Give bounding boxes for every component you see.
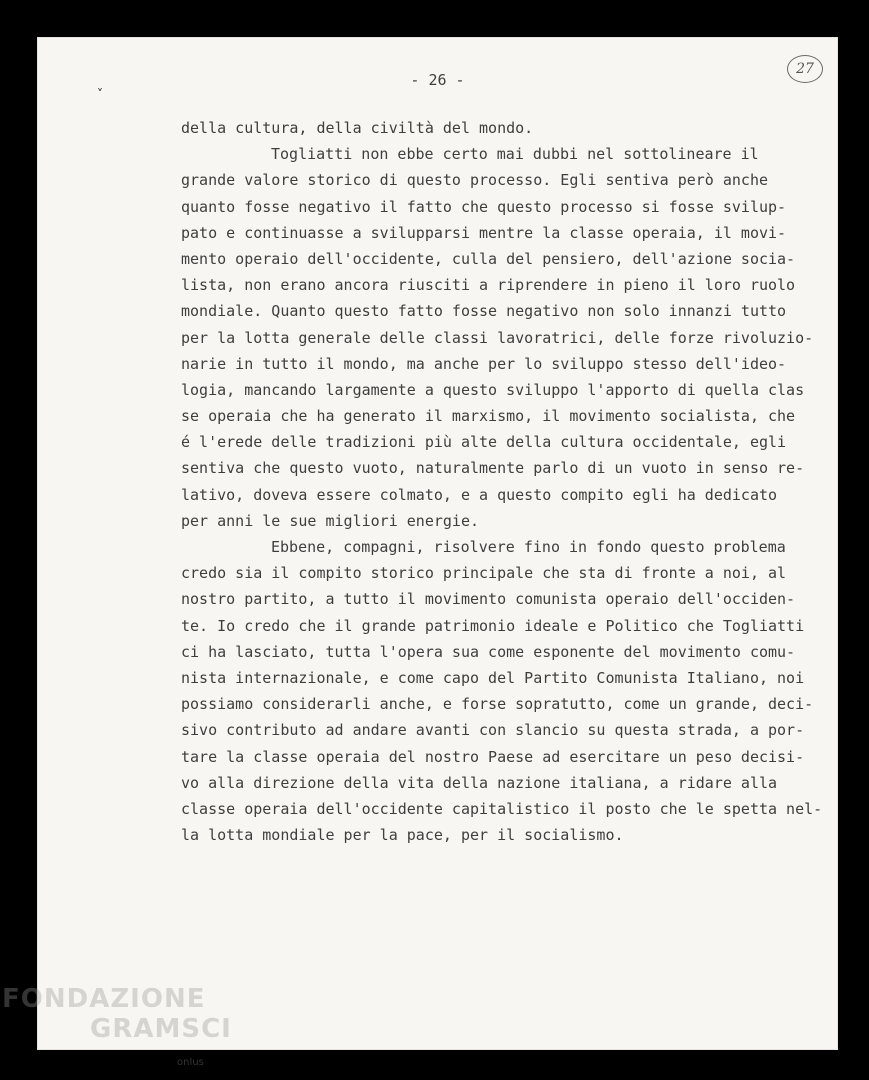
text-line: nostro partito, a tutto il movimento comunista operaio dell'occiden- [181, 590, 796, 609]
watermark-line-3: onlus [177, 1057, 204, 1068]
document-page [37, 37, 838, 1050]
text-line: te. Io credo che il grande patrimonio ideale e Politico che Togliatti [181, 616, 805, 635]
text-line: possiamo considerarli anche, e forse sopratutto, come un grande, deci- [181, 695, 814, 714]
text-line: lativo, doveva essere colmato, e a questo compito egli ha dedicato [181, 485, 778, 504]
text-line: pato e continuasse a svilupparsi mentre la classe operaia, il movi- [181, 223, 787, 242]
text-line: per anni le sue migliori energie. [181, 511, 480, 530]
text-line: mento operaio dell'occidente, culla del pensiero, dell'azione socia- [181, 249, 796, 268]
text-line: lista, non erano ancora riusciti a riprendere in pieno il loro ruolo [181, 276, 796, 295]
watermark-line-2: GRAMSCI [90, 1014, 232, 1044]
text-line: logia, mancando largamente a questo sviluppo l'apporto di quella clas [181, 380, 805, 399]
text-line: Togliatti non ebbe certo mai dubbi nel sottolineare il [271, 145, 759, 164]
text-line: nista internazionale, e come capo del Partito Comunista Italiano, noi [181, 668, 805, 687]
text-line: narie in tutto il mondo, ma anche per lo sviluppo stesso dell'ideo- [181, 354, 787, 373]
text-line: la lotta mondiale per la pace, per il socialismo. [181, 826, 624, 845]
text-line: per la lotta generale delle classi lavoratrici, delle forze rivoluzio- [181, 328, 814, 347]
text-line: ci ha lasciato, tutta l'opera sua come esponente del movimento comu- [181, 642, 796, 661]
text-line: é l'erede delle tradizioni più alte della cultura occidentale, egli [181, 433, 787, 452]
fondazione-gramsci-watermark [2, 984, 232, 1068]
text-line: mondiale. Quanto questo fatto fosse negativo non solo innanzi tutto [181, 302, 787, 321]
text-line: vo alla direzione della vita della nazione italiana, a ridare alla [181, 773, 778, 792]
typewritten-body [181, 115, 841, 848]
text-line: credo sia il compito storico principale che sta di fronte a noi, al [181, 564, 787, 583]
text-line: tare la classe operaia del nostro Paese ad esercitare un peso decisi- [181, 747, 805, 766]
text-line: sentiva che questo vuoto, naturalmente parlo di un vuoto in senso re- [181, 459, 805, 478]
corner-mark: ˅ [97, 87, 103, 101]
text-line: Ebbene, compagni, risolvere fino in fondo questo problema [271, 538, 786, 556]
watermark-line-1: FONDAZIONE [2, 984, 206, 1014]
page-number: - 26 - [410, 71, 465, 89]
text-line: grande valore storico di questo processo. Egli sentiva però anche [181, 171, 768, 190]
text-line: sivo contributo ad andare avanti con slancio su questa strada, a por- [181, 721, 805, 740]
text-line: quanto fosse negativo il fatto che questo processo si fosse svilup- [181, 197, 787, 216]
archive-page-stamp: 27 [787, 55, 823, 83]
text-line: della cultura, della civiltà del mondo. [181, 119, 534, 137]
text-line: se operaia che ha generato il marxismo, il movimento socialista, che [181, 407, 796, 426]
text-line: classe operaia dell'occidente capitalistico il posto che le spetta nel- [181, 799, 823, 818]
